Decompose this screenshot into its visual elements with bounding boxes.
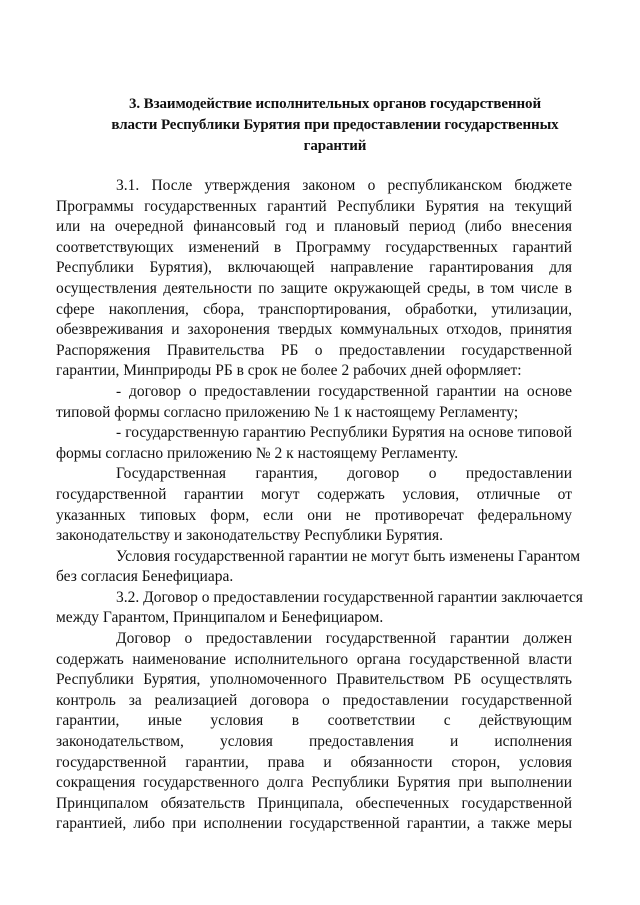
text-line: сокращения государственного долга Республики Бурятия при выполнении: [56, 774, 572, 792]
heading-line: власти Республики Бурятия при предоставлении государственных: [111, 117, 559, 133]
section-body: [56, 176, 583, 835]
text-line: государственной гарантии могут содержать условия, отличные от: [56, 485, 572, 503]
text-line: контроль за реализацией договора о предоставлении государственной: [56, 691, 572, 709]
text-line: 3.2. Договор о предоставлении государственной гарантии заключается: [116, 588, 583, 606]
text-line: Государственная гарантия, договор о предоставлении: [116, 465, 572, 483]
text-line: - договор о предоставлении государственной гарантии на основе: [116, 382, 572, 400]
heading-line: 3. Взаимодействие исполнительных органов государственной: [128, 96, 542, 112]
text-line: Распоряжения Правительства РБ о предоставлении государственной: [56, 341, 572, 359]
text-line: между Гарантом, Принципалом и Бенефициаром.: [56, 609, 384, 627]
text-line: государственной гарантии, права и обязанности сторон, условия: [56, 753, 572, 771]
text-line: или на очередной финансовый год и плановый период (либо внесения: [56, 218, 572, 236]
text-line: Республики Бурятия), включающей направление гарантирования для: [56, 259, 572, 277]
text-line: гарантии, Минприроды РБ в срок не более 2 рабочих дней оформляет:: [56, 362, 522, 380]
text-line: 3.1. После утверждения законом о республиканском бюджете: [116, 177, 572, 194]
text-line: типовой формы согласно приложению № 1 к настоящему Регламенту;: [56, 403, 519, 421]
text-line: содержать наименование исполнительного органа государственной власти: [56, 650, 572, 668]
section-heading: [90, 94, 580, 157]
text-line: обезвреживания и захоронения твердых коммунальных отходов, принятия: [56, 321, 572, 339]
text-line: Условия государственной гарантии не могут быть изменены Гарантом: [116, 547, 581, 565]
text-line: Республики Бурятия, уполномоченного Правительством РБ осуществлять: [56, 671, 572, 689]
text-line: указанных типовых форм, если они не противоречат федеральному: [56, 506, 572, 524]
text-line: формы согласно приложению № 2 к настоящему Регламенту.: [56, 444, 459, 462]
text-line: без согласия Бенефициара.: [56, 568, 234, 586]
text-line: - государственную гарантию Республики Бурятия на основе типовой: [116, 424, 572, 442]
text-line: гарантией, либо при исполнении государственной гарантии, а также меры: [56, 815, 572, 833]
text-line: Принципалом обязательств Принципала, обеспеченных государственной: [56, 794, 572, 812]
text-line: осуществления деятельности по защите окружающей среды, в том числе в: [56, 279, 572, 297]
text-line: законодательством, условия предоставления и исполнения: [56, 733, 572, 751]
text-line: Программы государственных гарантий Республики Бурятия на текущий: [56, 197, 572, 215]
text-line: гарантии, иные условия в соответствии с действующим: [56, 712, 572, 730]
text-line: сфере накопления, сбора, транспортирования, обработки, утилизации,: [56, 300, 572, 318]
text-line: соответствующих изменений в Программу государственных гарантий: [56, 238, 572, 256]
heading-line: гарантий: [303, 138, 367, 154]
text-line: законодательству и законодательству Республики Бурятия.: [56, 527, 443, 545]
text-line: Договор о предоставлении государственной гарантии должен: [116, 630, 572, 648]
